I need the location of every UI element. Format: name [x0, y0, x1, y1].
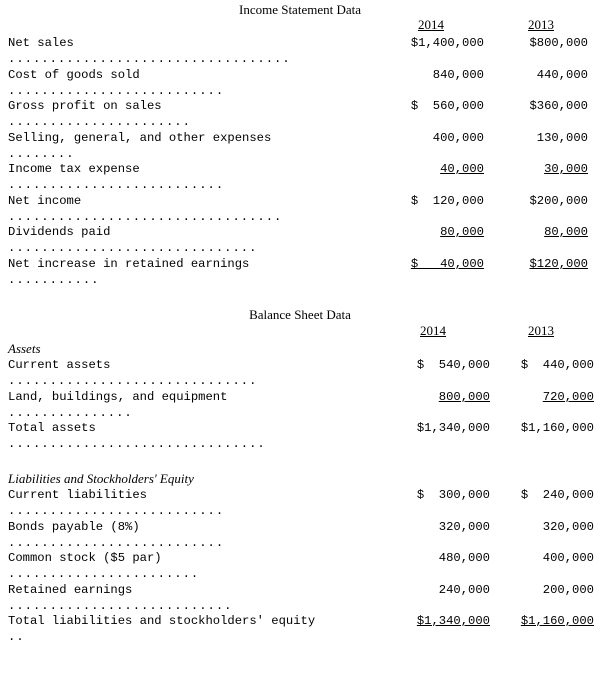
income-statement-title: Income Statement Data: [238, 2, 361, 17]
leader-dots: ..........................: [8, 178, 225, 192]
value-2014: $1,340,000: [416, 614, 490, 628]
leader-dots: .................................: [8, 210, 283, 224]
leader-dots: ..........................: [8, 504, 225, 518]
row-label: Income tax expense: [8, 162, 140, 176]
row-label: Net increase in retained earnings: [8, 257, 250, 271]
value-2014: 480,000: [438, 551, 490, 565]
value-2013: $120,000: [529, 257, 588, 271]
value-2014: $ 560,000: [410, 99, 484, 113]
row-label: Net sales: [8, 36, 74, 50]
value-2013: 440,000: [536, 68, 588, 82]
row-label: Net income: [8, 194, 82, 208]
value-2013: 720,000: [542, 390, 594, 404]
income-year-2013-header: 2013: [528, 17, 554, 32]
value-2013: 200,000: [542, 583, 594, 597]
row-label: Common stock ($5 par): [8, 551, 162, 565]
balance-sheet-title: Balance Sheet Data: [249, 307, 351, 322]
value-2013: $1,160,000: [520, 421, 594, 435]
leader-dots: ...............: [8, 406, 133, 420]
leader-dots: ...............................: [8, 437, 266, 451]
value-2013: $ 240,000: [520, 488, 594, 502]
row-label: Dividends paid: [8, 225, 111, 239]
row-label: Retained earnings: [8, 583, 133, 597]
leader-dots: .......................: [8, 567, 200, 581]
value-2014: 800,000: [438, 390, 490, 404]
value-2014: 840,000: [432, 68, 484, 82]
value-2013: 320,000: [542, 520, 594, 534]
value-2013: $200,000: [529, 194, 588, 208]
row-label: Selling, general, and other expenses: [8, 131, 272, 145]
leader-dots: ..........................: [8, 84, 225, 98]
row-label: Current liabilities: [8, 488, 147, 502]
assets-heading: Assets: [8, 341, 41, 356]
value-2014: 320,000: [438, 520, 490, 534]
leader-dots: ........: [8, 147, 75, 161]
liabilities-equity-heading: Liabilities and Stockholders' Equity: [8, 471, 194, 486]
balance-year-2013-header: 2013: [528, 323, 554, 338]
leader-dots: ..............................: [8, 241, 258, 255]
row-label: Land, buildings, and equipment: [8, 390, 228, 404]
value-2014: 40,000: [440, 162, 484, 176]
value-2014: 80,000: [440, 225, 484, 239]
value-2013: 130,000: [536, 131, 588, 145]
row-label: Cost of goods sold: [8, 68, 140, 82]
value-2013: $800,000: [529, 36, 588, 50]
value-2013: 30,000: [544, 162, 588, 176]
income-year-2014-header: 2014: [418, 17, 444, 32]
leader-dots: ..................................: [8, 52, 291, 66]
leader-dots: ..: [8, 630, 25, 644]
balance-year-2014-header: 2014: [420, 323, 446, 338]
leader-dots: ..........................: [8, 536, 225, 550]
row-label: Gross profit on sales: [8, 99, 162, 113]
value-2014: $1,340,000: [416, 421, 490, 435]
value-2014: 240,000: [438, 583, 490, 597]
leader-dots: ...........: [8, 273, 100, 287]
leader-dots: ...........................: [8, 599, 233, 613]
row-label: Total assets: [8, 421, 96, 435]
value-2014: $1,400,000: [410, 36, 484, 50]
value-2013: $1,160,000: [520, 614, 594, 628]
leader-dots: ......................: [8, 115, 191, 129]
leader-dots: ..............................: [8, 374, 258, 388]
value-2014: $ 40,000: [410, 257, 484, 271]
value-2014: $ 300,000: [416, 488, 490, 502]
value-2013: 400,000: [542, 551, 594, 565]
row-label: Total liabilities and stockholders' equity: [8, 614, 316, 628]
value-2014: $ 120,000: [410, 194, 484, 208]
value-2013: $ 440,000: [520, 358, 594, 372]
value-2013: $360,000: [529, 99, 588, 113]
row-label: Current assets: [8, 358, 111, 372]
value-2014: $ 540,000: [416, 358, 490, 372]
value-2013: 80,000: [544, 225, 588, 239]
row-label: Bonds payable (8%): [8, 520, 140, 534]
value-2014: 400,000: [432, 131, 484, 145]
